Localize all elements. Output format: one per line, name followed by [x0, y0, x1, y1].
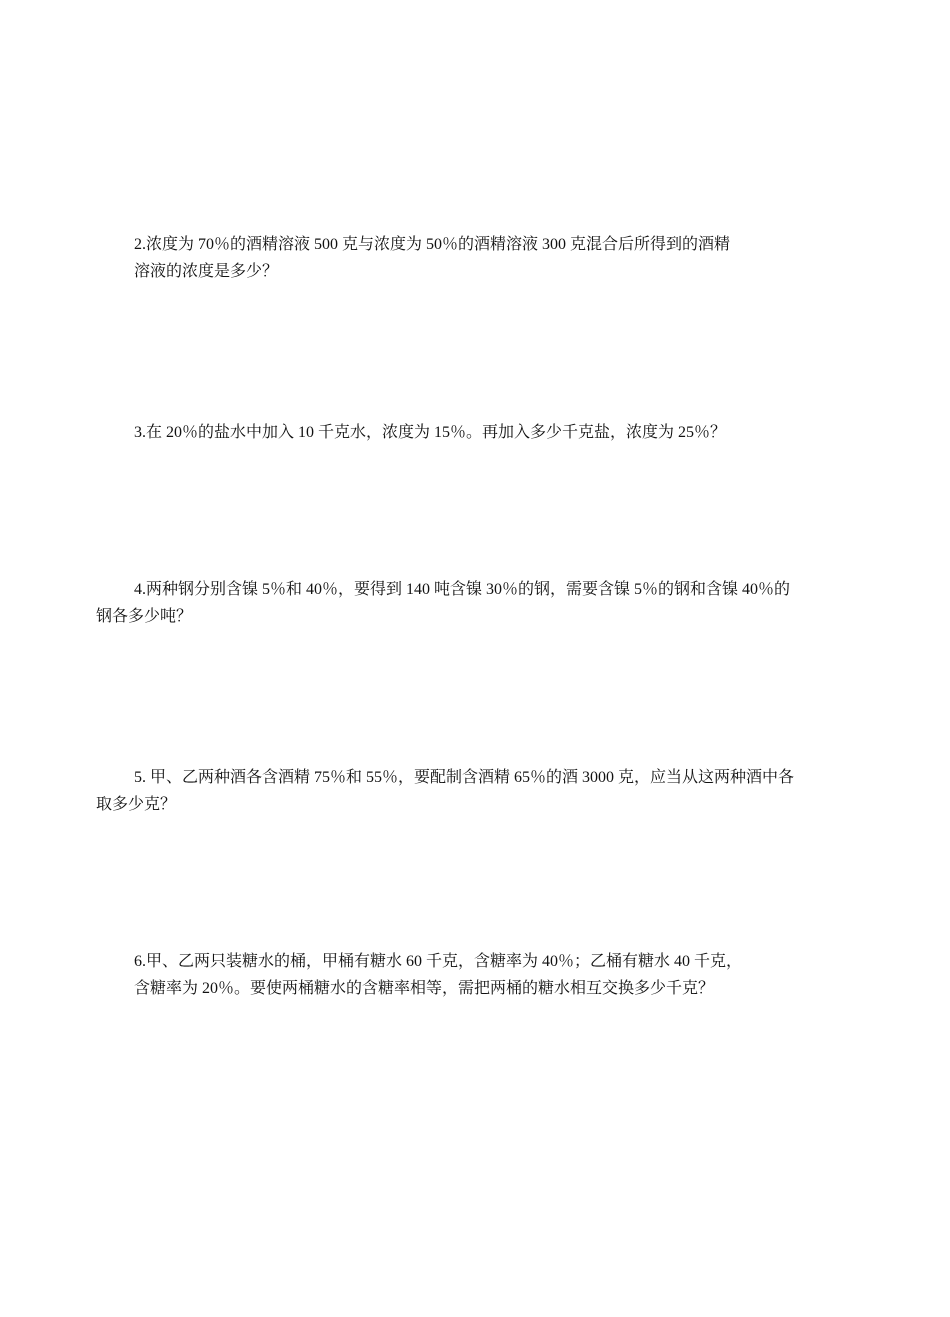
- question-5: [96, 764, 794, 818]
- question-5-line-1: 5. 甲、乙两种酒各含酒精 75％和 55％，要配制含酒精 65％的酒 3000 克，应当从这两种酒中各: [134, 769, 795, 786]
- question-2: [134, 231, 730, 285]
- question-3: [134, 419, 726, 446]
- question-4: [96, 576, 790, 630]
- question-5-line-2: 取多少克？: [96, 796, 177, 813]
- question-6-line-1: 6.甲、乙两只装糖水的桶，甲桶有糖水 60 千克，含糖率为 40％；乙桶有糖水 40 千克，: [134, 953, 743, 970]
- question-6: [134, 948, 742, 1002]
- question-3-line-1: 3.在 20％的盐水中加入 10 千克水，浓度为 15％。再加入多少千克盐，浓度为 25％？: [134, 424, 727, 441]
- question-4-line-1: 4.两种钢分别含镍 5％和 40％，要得到 140 吨含镍 30％的钢，需要含镍 5％的钢和含镍 40％的: [134, 581, 791, 598]
- question-4-line-2: 钢各多少吨？: [96, 608, 193, 625]
- question-2-line-2: 溶液的浓度是多少？: [134, 263, 279, 280]
- question-6-line-2: 含糖率为 20％。要使两桶糖水的含糖率相等，需把两桶的糖水相互交换多少千克？: [134, 980, 715, 997]
- question-2-line-1: 2.浓度为 70％的酒精溶液 500 克与浓度为 50％的酒精溶液 300 克混合后所得到的酒精: [134, 236, 731, 253]
